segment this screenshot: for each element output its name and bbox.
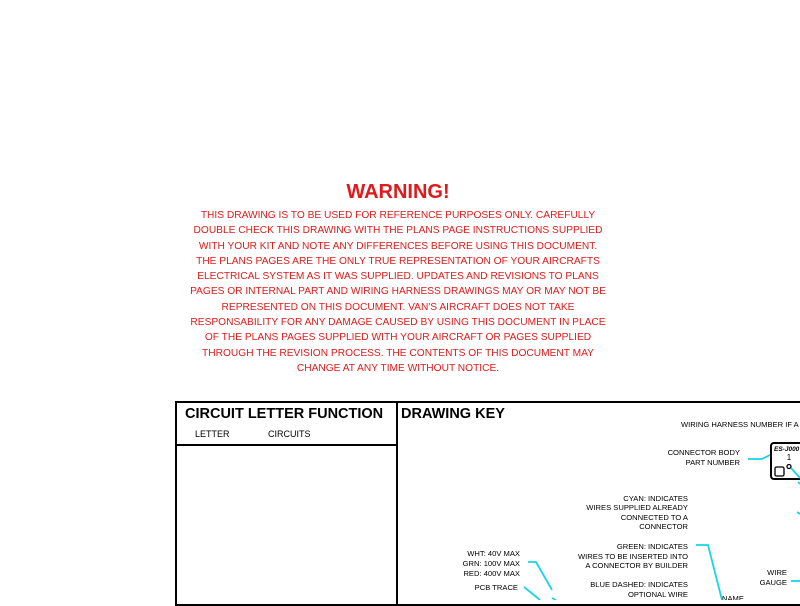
blue-note-line-1: BLUE DASHED: INDICATES [590, 580, 688, 589]
green-note-leader [696, 545, 722, 600]
pin-contact [787, 465, 791, 469]
column-header-letter: LETTER [195, 429, 230, 439]
blue-note-line-2: OPTIONAL WIRE [627, 590, 688, 599]
voltage-note-leader [528, 562, 552, 590]
green-note-line-2: WIRES TO BE INSERTED INTO [578, 552, 688, 561]
harness-number-label: WIRING HARNESS NUMBER IF A [681, 420, 799, 429]
connector-part-number: ES-J000 [774, 446, 800, 453]
warning-line: OF THE PLANS PAGES SUPPLIED WITH YOUR AIRCRAFT OR PAGES SUPPLIED [204, 332, 592, 344]
pcb-trace-leader [524, 587, 540, 600]
warning-line: CHANGE AT ANY TIME WITHOUT NOTICE. [296, 362, 500, 374]
connector-body-leader [748, 454, 772, 459]
warning-line: RESPONSABILITY FOR ANY DAMAGE CAUSED BY USING THIS DOCUMENT IN PLACE [190, 317, 606, 329]
cyan-note-line-2: WIRES SUPPLIED ALREADY [586, 503, 688, 512]
warning-line: ELECTRICAL SYSTEM AS IT WAS SUPPLIED. UPDATES AND REVISIONS TO PLANS [197, 271, 599, 283]
pin-number: 1 [786, 453, 792, 462]
name-label: NAME [722, 594, 744, 600]
drawing-key-title: DRAWING KEY [401, 406, 505, 422]
warning-line: THIS DRAWING IS TO BE USED FOR REFERENCE PURPOSES ONLY. CAREFULLY [200, 210, 596, 221]
column-header-circuits: CIRCUITS [268, 429, 311, 439]
cyan-note-line-4: CONNECTOR [639, 522, 688, 531]
voltage-note-line-1: WHT: 40V MAX [467, 549, 520, 558]
circuit-table-title: CIRCUIT LETTER FUNCTION [185, 406, 384, 422]
voltage-note-line-2: GRN: 100V MAX [462, 559, 520, 568]
wire-gauge-label-2: GAUGE [759, 578, 787, 587]
cyan-note-line-1: CYAN: INDICATES [623, 494, 688, 503]
warning-line: DOUBLE CHECK THIS DRAWING WITH THE PLANS PAGE INSTRUCTIONS SUPPLIED [193, 225, 603, 237]
wire-gauge-label-1: WIRE [767, 568, 787, 577]
connector-body-label-1: CONNECTOR BODY [667, 448, 740, 457]
warning-line: REPRESENTED ON THIS DOCUMENT. VAN'S AIRCRAFT DOES NOT TAKE [221, 301, 575, 313]
pin-socket [775, 467, 784, 476]
warning-line: WITH YOUR KIT AND NOTE ANY DIFFERENCES BEFORE USING THIS DOCUMENT. [198, 240, 598, 252]
warning-line: THROUGH THE REVISION PROCESS. THE CONTENTS OF THIS DOCUMENT MAY [202, 347, 594, 359]
warning-line: PAGES OR INTERNAL PART AND WIRING HARNESS DRAWINGS MAY OR MAY NOT BE [190, 286, 606, 298]
warning-line: THE PLANS PAGES ARE THE ONLY TRUE REPRESENTATION OF YOUR AIRCRAFTS [196, 255, 600, 267]
green-note-line-1: GREEN: INDICATES [616, 542, 688, 551]
warning-title: WARNING! [346, 181, 450, 203]
cyan-note-line-3: CONNECTED TO A [620, 513, 688, 522]
green-note-line-3: A CONNECTOR BY BUILDER [585, 561, 688, 570]
voltage-note-line-3: RED: 400V MAX [463, 569, 520, 578]
pcb-trace-label: PCB TRACE [474, 583, 518, 592]
connector-body-label-2: PART NUMBER [685, 458, 740, 467]
